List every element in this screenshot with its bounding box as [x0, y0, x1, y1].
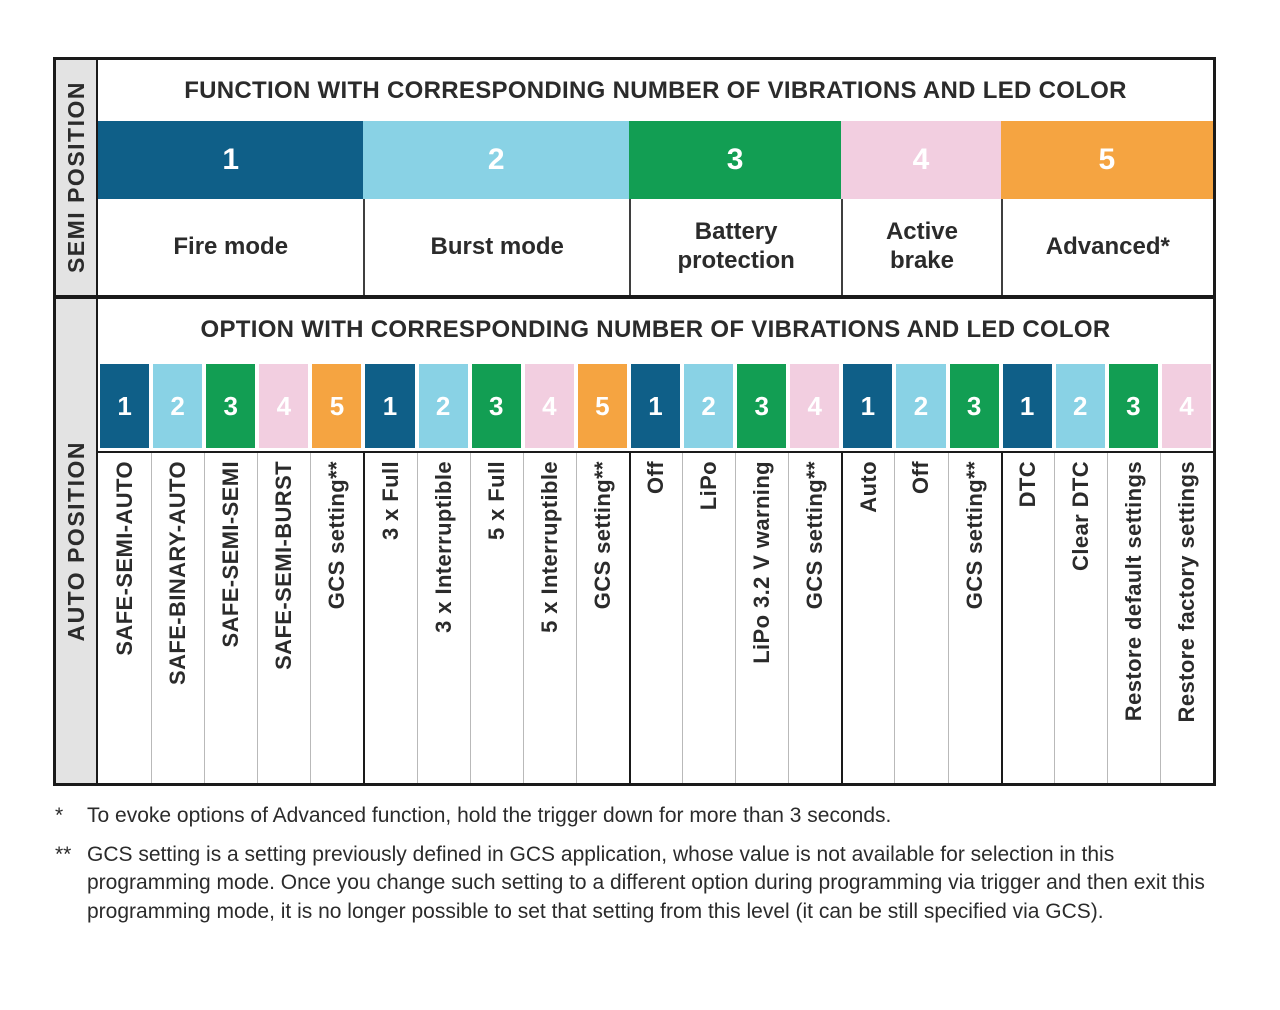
footnote — [55, 802, 1217, 831]
option-label: SAFE-BINARY-AUTO — [165, 461, 191, 685]
footnote-text: To evoke options of Advanced function, hold the trigger down for more than 3 seconds. — [87, 804, 892, 827]
function-label: Battery protection — [677, 218, 795, 274]
vibration-count-cell — [98, 121, 363, 199]
option-label: 3 x Interruptible — [430, 461, 456, 633]
option-label: GCS setting** — [589, 461, 615, 610]
vibration-count: 4 — [542, 390, 557, 421]
semi-position-section — [56, 60, 1213, 295]
option-label-row — [98, 453, 1213, 783]
option-vibration-chip — [419, 364, 468, 448]
auto-position-content — [98, 299, 1213, 783]
function-label-row — [98, 199, 1213, 295]
auto-position-section — [56, 299, 1213, 783]
vibration-count: 5 — [1098, 143, 1116, 176]
vibration-count-cell — [363, 121, 628, 199]
option-label: Clear DTC — [1067, 461, 1093, 571]
option-label-cell — [257, 453, 310, 783]
semi-position-sidebar — [56, 60, 98, 295]
option-label: SAFE-SEMI-BURST — [271, 461, 297, 670]
option-label: GCS setting** — [802, 461, 828, 610]
option-vibration-chip — [525, 364, 574, 448]
vibration-count: 2 — [435, 390, 451, 421]
option-label-cell — [894, 453, 947, 783]
option-vibration-chip — [259, 364, 308, 448]
option-label: SAFE-SEMI-SEMI — [218, 461, 244, 648]
option-label-cell — [1054, 453, 1107, 783]
function-label-cell — [841, 199, 1000, 295]
option-vibration-chip — [790, 364, 839, 448]
option-label-cell — [204, 453, 257, 783]
vibration-count: 3 — [754, 390, 769, 421]
footnotes — [55, 802, 1217, 936]
function-label: Advanced* — [1045, 232, 1170, 260]
footnote-marker: ** — [55, 842, 72, 866]
function-label-cell — [629, 199, 841, 295]
option-label-cell — [523, 453, 576, 783]
vibration-count: 2 — [913, 390, 929, 421]
vibration-count: 1 — [648, 390, 663, 421]
option-label: SAFE-SEMI-AUTO — [111, 461, 137, 656]
option-vibration-chip — [843, 364, 892, 448]
semi-position-label: SEMI POSITION — [62, 81, 89, 274]
vibration-count: 3 — [223, 390, 238, 421]
option-label: 3 x Full — [378, 461, 404, 540]
semi-position-content — [98, 60, 1213, 295]
option-vibration-chip — [737, 364, 786, 448]
option-vibration-chip — [950, 364, 999, 448]
vibration-count: 1 — [222, 143, 240, 176]
option-label-cell — [682, 453, 735, 783]
option-label: LiPo 3.2 V warning — [749, 461, 775, 664]
vibration-count: 2 — [170, 390, 185, 421]
option-label: GCS setting** — [961, 461, 987, 610]
option-vibration-row — [98, 360, 1213, 453]
option-label: Off — [643, 461, 669, 494]
option-vibration-chip — [631, 364, 680, 448]
option-label-cell — [576, 453, 629, 783]
option-title-row — [98, 299, 1213, 360]
footnote-marker: * — [55, 804, 64, 827]
option-vibration-chip — [1003, 364, 1052, 448]
option-label: Restore factory settings — [1173, 461, 1199, 723]
option-label: Off — [908, 461, 934, 494]
option-label-cell — [310, 453, 363, 783]
option-label-cell — [629, 453, 682, 783]
function-title-row — [98, 60, 1213, 121]
option-label-cell — [841, 453, 894, 783]
option-vibration-chip — [1162, 364, 1211, 448]
function-label-cell — [363, 199, 628, 295]
footnote-text: GCS setting is a setting previously defined in GCS application, whose value is not available for selection in this programming mode. Once you change such setting to a different option during programming via trigger and then exit this programming mode, it is no longer possible to set that setting from this level (it can be still specified via GCS). — [87, 842, 1205, 923]
option-label-cell — [735, 453, 788, 783]
option-label-cell — [1160, 453, 1213, 783]
vibration-count: 4 — [276, 390, 292, 421]
vibration-count-cell — [629, 121, 841, 199]
option-vibration-chip — [896, 364, 945, 448]
option-label-cell — [417, 453, 470, 783]
vibration-count: 1 — [860, 390, 876, 421]
option-vibration-chip — [312, 364, 361, 448]
option-vibration-chip — [1109, 364, 1158, 448]
function-vibration-band — [98, 121, 1213, 199]
vibration-count: 4 — [912, 143, 930, 176]
vibration-count: 1 — [117, 390, 132, 421]
option-vibration-chip — [472, 364, 521, 448]
vibration-count-cell — [1001, 121, 1213, 199]
function-title: FUNCTION WITH CORRESPONDING NUMBER OF VIBRATIONS AND LED COLOR — [184, 76, 1127, 104]
vibration-count: 3 — [726, 143, 744, 176]
option-label: 5 x Full — [483, 461, 509, 540]
vibration-count: 3 — [488, 390, 504, 421]
auto-position-sidebar — [56, 299, 98, 783]
vibration-count: 5 — [595, 390, 610, 421]
function-label-cell — [1001, 199, 1213, 295]
vibration-count-cell — [841, 121, 1000, 199]
option-vibration-chip — [365, 364, 414, 448]
option-label-cell — [363, 453, 416, 783]
footnote — [55, 841, 1217, 927]
vibration-count: 3 — [966, 390, 982, 421]
vibration-count: 1 — [382, 390, 398, 421]
option-vibration-chip — [1056, 364, 1105, 448]
option-label-cell — [1107, 453, 1160, 783]
vibration-led-table — [53, 57, 1216, 786]
option-vibration-chip — [684, 364, 733, 448]
option-vibration-chip — [578, 364, 627, 448]
vibration-count: 4 — [807, 390, 823, 421]
option-label-cell — [470, 453, 523, 783]
vibration-count: 4 — [1179, 390, 1194, 421]
option-title: OPTION WITH CORRESPONDING NUMBER OF VIBRATIONS AND LED COLOR — [200, 315, 1111, 343]
vibration-count: 3 — [1126, 390, 1141, 421]
option-vibration-chip — [100, 364, 149, 448]
vibration-count: 2 — [487, 143, 505, 176]
vibration-count: 2 — [701, 390, 716, 421]
option-label: Auto — [855, 461, 881, 513]
option-label: DTC — [1015, 461, 1041, 508]
option-vibration-chip — [206, 364, 255, 448]
vibration-count: 2 — [1073, 390, 1088, 421]
option-label-cell — [948, 453, 1001, 783]
option-label: Restore default settings — [1120, 461, 1146, 722]
option-label: 5 x Interruptible — [536, 461, 562, 633]
function-label-cell — [98, 199, 363, 295]
auto-position-label: AUTO POSITION — [62, 440, 89, 642]
vibration-count: 1 — [1019, 390, 1035, 421]
option-label: LiPo — [696, 461, 722, 511]
option-label-cell — [151, 453, 204, 783]
option-label: GCS setting** — [324, 461, 350, 610]
option-label-cell — [98, 453, 151, 783]
option-label-cell — [1001, 453, 1054, 783]
vibration-count: 5 — [329, 390, 345, 421]
option-label-cell — [788, 453, 841, 783]
function-label: Fire mode — [173, 232, 289, 260]
function-label: Burst mode — [430, 232, 564, 260]
option-vibration-chip — [153, 364, 202, 448]
function-label: Active brake — [885, 218, 958, 274]
